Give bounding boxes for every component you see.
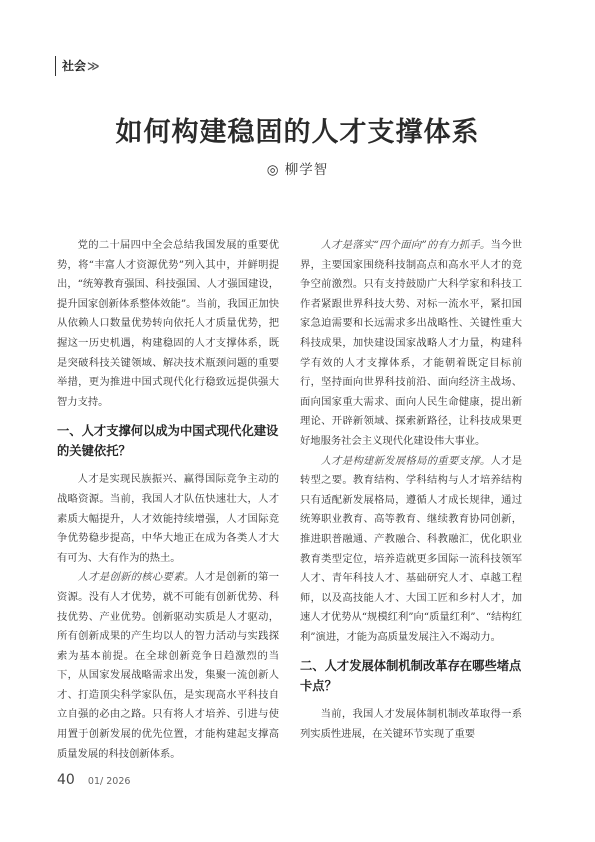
paragraph [300, 236, 522, 452]
section-tag [55, 56, 100, 76]
section-heading: 一、人才支撑何以成为中国式现代化建设的关键依托？ [57, 424, 279, 459]
byline-mark-icon: ◎ [266, 162, 280, 178]
paragraph-lead: 人才是创新的核心要素。 [77, 571, 195, 584]
byline [0, 158, 595, 178]
paragraph: 当前，我国人才发展体制机制改革取得一系列实质性进展，在关键环节实现了重要 [300, 708, 522, 741]
author-name: 柳学智 [284, 162, 329, 178]
paragraph [300, 452, 522, 648]
paragraph-body: 人才是创新的第一资源。没有人才优势，就不可能有创新优势、科技优势、产业优势。创新驱动实质是人才驱动，所有创新成果的产生均以人的智力活动与实践探索为基本前提。在全球创新竞争日趋激烈的当下，从国家发展战略需求出发，集聚一流创新人才、打造顶尖科学家队伍，是实现高水平科技自立自强的必由之路。只有将人才培养、引进与使用置于创新发展的优先位置，才能构建起支撑高质量发展的科技创新体系。 [57, 571, 280, 760]
paragraph-lead: 人才是构建新发展格局的重要支撑。 [320, 454, 491, 467]
paragraph [57, 568, 279, 764]
section-heading: 二、人才发展体制机制改革存在哪些堵点卡点？ [300, 659, 522, 694]
paragraph-lead: 人才是落实“四个面向”的有力抓手。 [320, 239, 491, 251]
paragraph: 人才是实现民族振兴、赢得国际竞争主动的战略资源。当前，我国人才队伍快速壮大，人才素质大幅提升，人才效能持续增强，人才国际竞争优势稳步提高，中华大地正在成为各类人才大有可为、大有作为的热土。 [57, 473, 279, 564]
left-column [57, 236, 279, 764]
paragraph-body: 人才是转型之要。教育结构、学科结构与人才培养结构只有适配新发展格局，遵循人才成长规律，通过统筹职业教育、高等教育、继续教育协同创新，推进职普融通、产教融合、科教融汇，优化职业教育类型定位，培养造就更多国际一流科技领军人才、青年科技人才、基础研究人才、卓越工程师，以及高技能人才、大国工匠和乡村人才，加速人才优势从“规模红利”向“质量红利”、“结构红利”演进，才能为高质量发展注入不竭动力。 [300, 454, 522, 643]
paragraph: 党的二十届四中全会总结我国发展的重要优势，将“丰富人才资源优势”列入其中，并鲜明提出，“统筹教育强国、科技强国、人才强国建设，提升国家创新体系整体效能”。当前，我国正加快从依赖人口数量优势转向依托人才质量优势，把握这一历史机遇，构建稳固的人才支撑体系，既是突破科技关键领域、解决技术瓶颈问题的重要举措，更为推进中国式现代化行稳致远提供强大智力支持。 [57, 239, 279, 408]
page-footer [57, 769, 130, 788]
article-title: 如何构建稳固的人才支撑体系 [115, 117, 480, 148]
paragraph-body: 当今世界，主要国家围绕科技制高点和高水平人才的竞争空前激烈。只有支持鼓励广大科学家和科技工作者紧跟世界科技大势、对标一流水平，紧扣国家急迫需要和长远需求多出战略性、关键性重大科技成果，加快建设国家战略人才力量，构建科学有效的人才支撑体系，才能朝着既定目标前行，坚持面向世界科技前沿、面向经济主战场、面向国家重大需求、面向人民生命健康，提出新理论、开辟新领域、探索新路径，让科技成果更好地服务社会主义现代化建设伟大事业。 [300, 239, 523, 447]
page-number: 40 [57, 772, 75, 788]
issue-label: 01/ 2026 [87, 776, 131, 787]
chevron-right-icon: ≫ [87, 59, 100, 73]
section-name: 社会 [62, 59, 87, 73]
right-column [300, 236, 522, 745]
